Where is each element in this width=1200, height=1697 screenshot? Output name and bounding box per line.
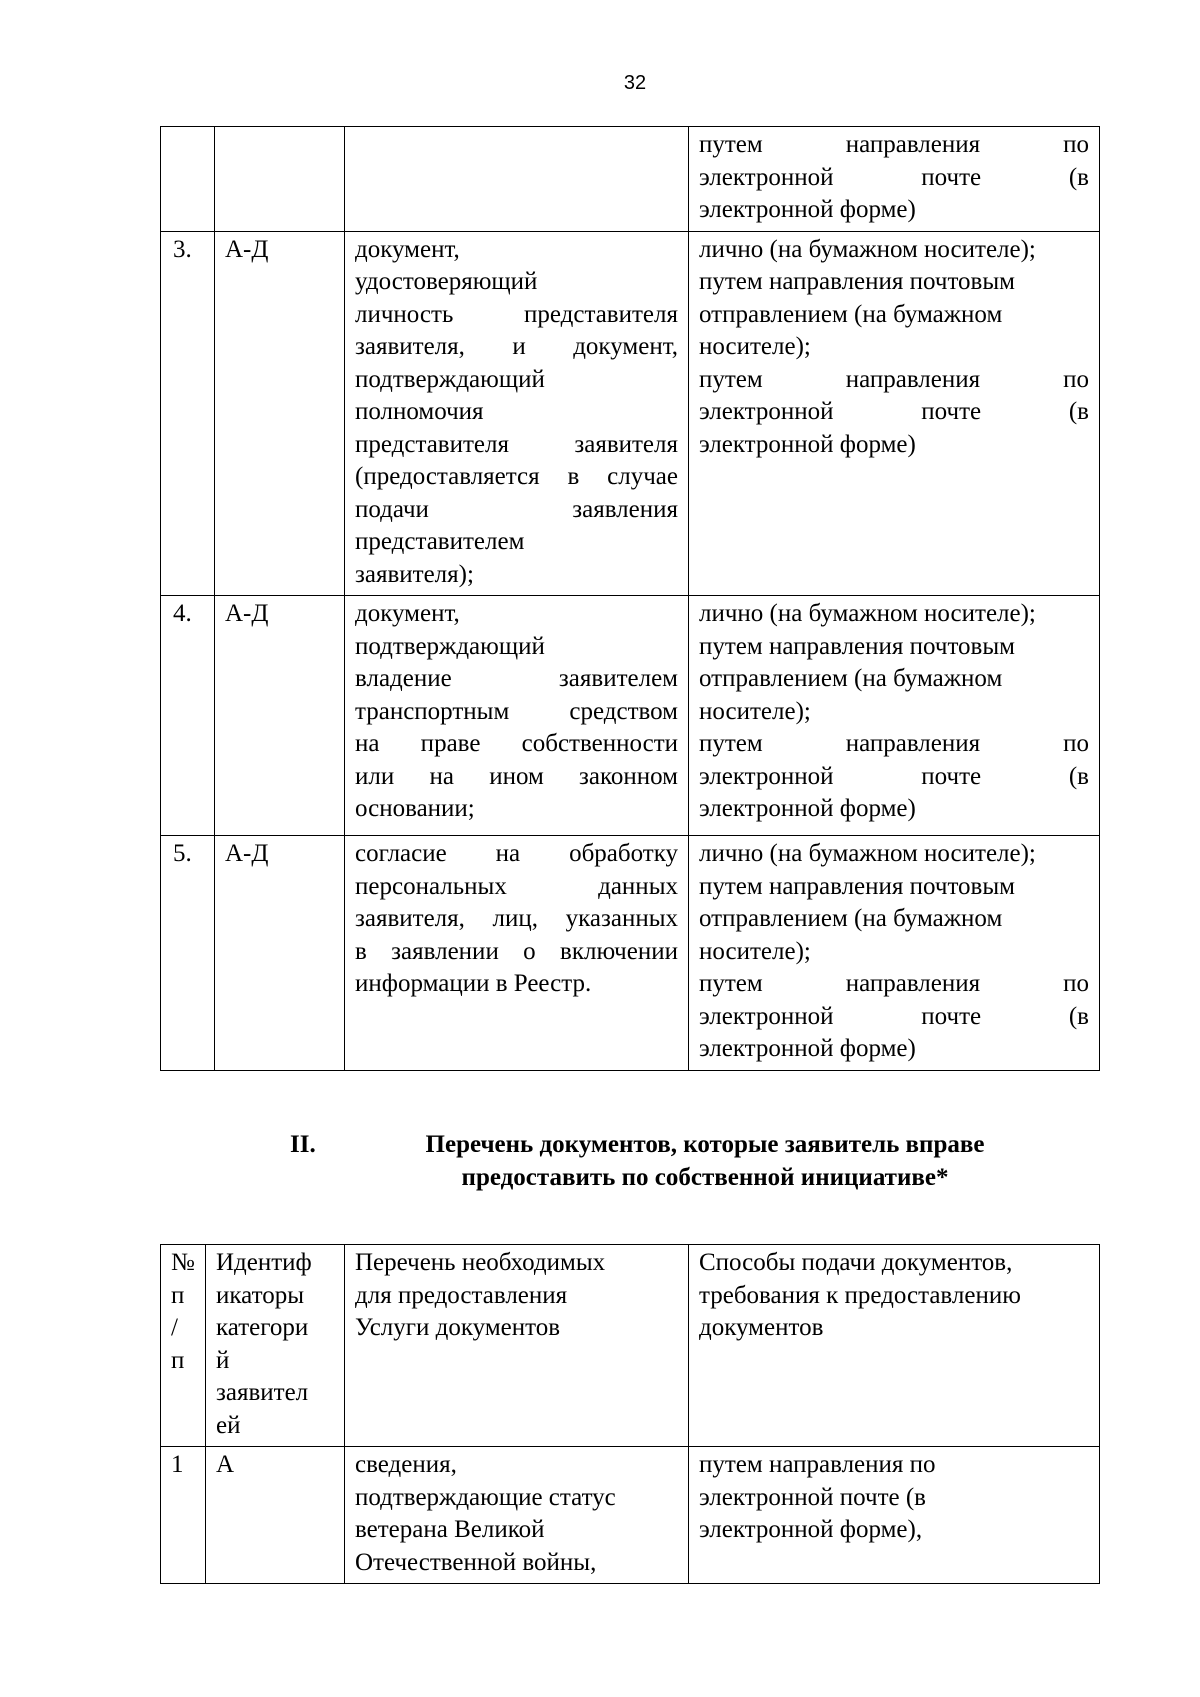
table-row <box>161 231 1100 596</box>
section-number: II. <box>290 1131 316 1158</box>
applicant-category-cell: А-Д <box>215 836 345 1071</box>
cell-text-line: электронной почте (в <box>699 1002 1089 1030</box>
document-cell <box>345 596 689 836</box>
cell-text-line: п <box>171 1281 185 1309</box>
cell-text-line: путем направления по <box>699 1451 936 1478</box>
cell-text-line: заявителя); <box>355 560 474 588</box>
cell-text-line: путем направления по <box>699 730 1089 757</box>
cell-text-line: заявителя, лиц, указанных <box>355 905 678 932</box>
cell-text-line: для предоставления <box>355 1281 568 1309</box>
cell-text-line: документ, <box>355 600 460 627</box>
row-number-cell <box>161 127 215 232</box>
section-title-line-1: Перечень документов, которые заявитель вправе <box>425 1131 985 1158</box>
cell-text-line: представителя заявителя <box>355 430 678 458</box>
cell-text-line: заявителя, и документ, <box>355 333 678 360</box>
cell-text-line: Перечень необходимых <box>355 1249 606 1276</box>
cell-text-line: Способы подачи документов, <box>699 1249 1013 1276</box>
cell-text-line: электронной форме) <box>699 1035 916 1062</box>
applicant-category-cell: А-Д <box>215 231 345 596</box>
row-number-cell: 3. <box>161 231 215 596</box>
header-num-cell <box>161 1245 206 1447</box>
cell-text-line: электронной почте (в <box>699 1483 926 1511</box>
cell-text-line: подачи заявления <box>355 495 678 523</box>
cell-text-line: лично (на бумажном носителе); <box>699 840 1036 867</box>
cell-text-line: информации в Реестр. <box>355 970 592 997</box>
submission-methods-cell <box>689 1447 1100 1584</box>
section-title-line-2: предоставить по собственной инициативе* <box>461 1164 949 1191</box>
cell-text-line: № <box>171 1249 195 1276</box>
cell-text-line: отправлением (на бумажном <box>699 300 1003 328</box>
documents-table-continued <box>160 126 1100 1071</box>
applicant-category-cell: А <box>206 1447 345 1584</box>
cell-text-line: путем направления по <box>699 365 1089 393</box>
cell-text-line: носителе); <box>699 937 811 965</box>
row-number-cell: 1 <box>161 1447 206 1584</box>
submission-methods-cell <box>689 231 1100 596</box>
cell-text-line: ей <box>216 1411 241 1439</box>
document-cell <box>345 231 689 596</box>
cell-text-line: путем направления по <box>699 131 1089 158</box>
cell-text-line: сведения, <box>355 1451 457 1478</box>
cell-text-line: полномочия <box>355 398 484 425</box>
cell-text-line: путем направления почтовым <box>699 632 1015 660</box>
applicant-category-cell <box>215 127 345 232</box>
cell-text-line: категори <box>216 1314 309 1341</box>
cell-text-line: представителем <box>355 528 525 555</box>
section-heading <box>290 1128 1050 1194</box>
cell-text-line: подтверждающий <box>355 632 545 660</box>
submission-methods-cell <box>689 127 1100 232</box>
cell-text-line: документ, <box>355 235 460 263</box>
cell-text-line: согласие на обработку <box>355 840 678 867</box>
cell-text-line: икаторы <box>216 1281 304 1309</box>
submission-methods-cell <box>689 836 1100 1071</box>
cell-text-line: на праве собственности <box>355 730 678 757</box>
cell-text-line: удостоверяющий <box>355 268 538 295</box>
cell-text-line: документов <box>699 1314 824 1341</box>
cell-text-line: носителе); <box>699 697 811 725</box>
cell-text-line: Идентиф <box>216 1249 312 1276</box>
cell-text-line: Услуги документов <box>355 1314 561 1341</box>
document-cell <box>345 127 689 232</box>
table-row <box>161 836 1100 1071</box>
header-category-cell <box>206 1245 345 1447</box>
cell-text-line: в заявлении о включении <box>355 937 678 965</box>
cell-text-line: отправлением (на бумажном <box>699 665 1003 692</box>
cell-text-line: й <box>216 1346 230 1374</box>
table-row <box>161 596 1100 836</box>
table-row <box>161 1447 1100 1584</box>
header-document-cell <box>345 1245 689 1447</box>
cell-text-line: электронной форме), <box>699 1516 923 1543</box>
row-number-cell: 4. <box>161 596 215 836</box>
cell-text-line: п <box>171 1346 185 1374</box>
cell-text-line: владение заявителем <box>355 665 678 692</box>
cell-text-line: / <box>171 1314 178 1341</box>
cell-text-line: ветерана Великой <box>355 1516 545 1543</box>
cell-text-line: электронной форме) <box>699 430 916 458</box>
cell-text-line: (предоставляется в случае <box>355 463 678 490</box>
table-header-row <box>161 1245 1100 1447</box>
cell-text-line: отправлением (на бумажном <box>699 905 1003 932</box>
cell-text-line: или на ином законном <box>355 762 678 790</box>
submission-methods-cell <box>689 596 1100 836</box>
table-row <box>161 127 1100 232</box>
cell-text-line: электронной почте (в <box>699 398 1089 425</box>
page-number: 32 <box>623 72 647 94</box>
cell-text-line: заявител <box>216 1379 309 1406</box>
cell-text-line: носителе); <box>699 333 811 360</box>
cell-text-line: транспортным средством <box>355 697 678 725</box>
cell-text-line: электронной почте (в <box>699 163 1089 191</box>
cell-text-line: электронной почте (в <box>699 762 1089 790</box>
cell-text-line: подтверждающие статус <box>355 1483 616 1511</box>
cell-text-line: путем направления почтовым <box>699 872 1015 900</box>
cell-text-line: персональных данных <box>355 872 678 900</box>
cell-text-line: электронной форме) <box>699 196 916 223</box>
cell-text-line: подтверждающий <box>355 365 545 393</box>
applicant-category-cell: А-Д <box>215 596 345 836</box>
cell-text-line: основании; <box>355 795 475 822</box>
cell-text-line: личность представителя <box>355 300 678 328</box>
document-cell <box>345 1447 689 1584</box>
cell-text-line: электронной форме) <box>699 795 916 822</box>
cell-text-line: лично (на бумажном носителе); <box>699 235 1036 263</box>
optional-documents-table <box>160 1244 1100 1584</box>
cell-text-line: требования к предоставлению <box>699 1281 1021 1309</box>
cell-text-line: лично (на бумажном носителе); <box>699 600 1036 627</box>
cell-text-line: путем направления по <box>699 970 1089 997</box>
cell-text-line: Отечественной войны, <box>355 1548 597 1576</box>
header-methods-cell <box>689 1245 1100 1447</box>
document-cell <box>345 836 689 1071</box>
row-number-cell: 5. <box>161 836 215 1071</box>
cell-text-line: путем направления почтовым <box>699 268 1015 295</box>
